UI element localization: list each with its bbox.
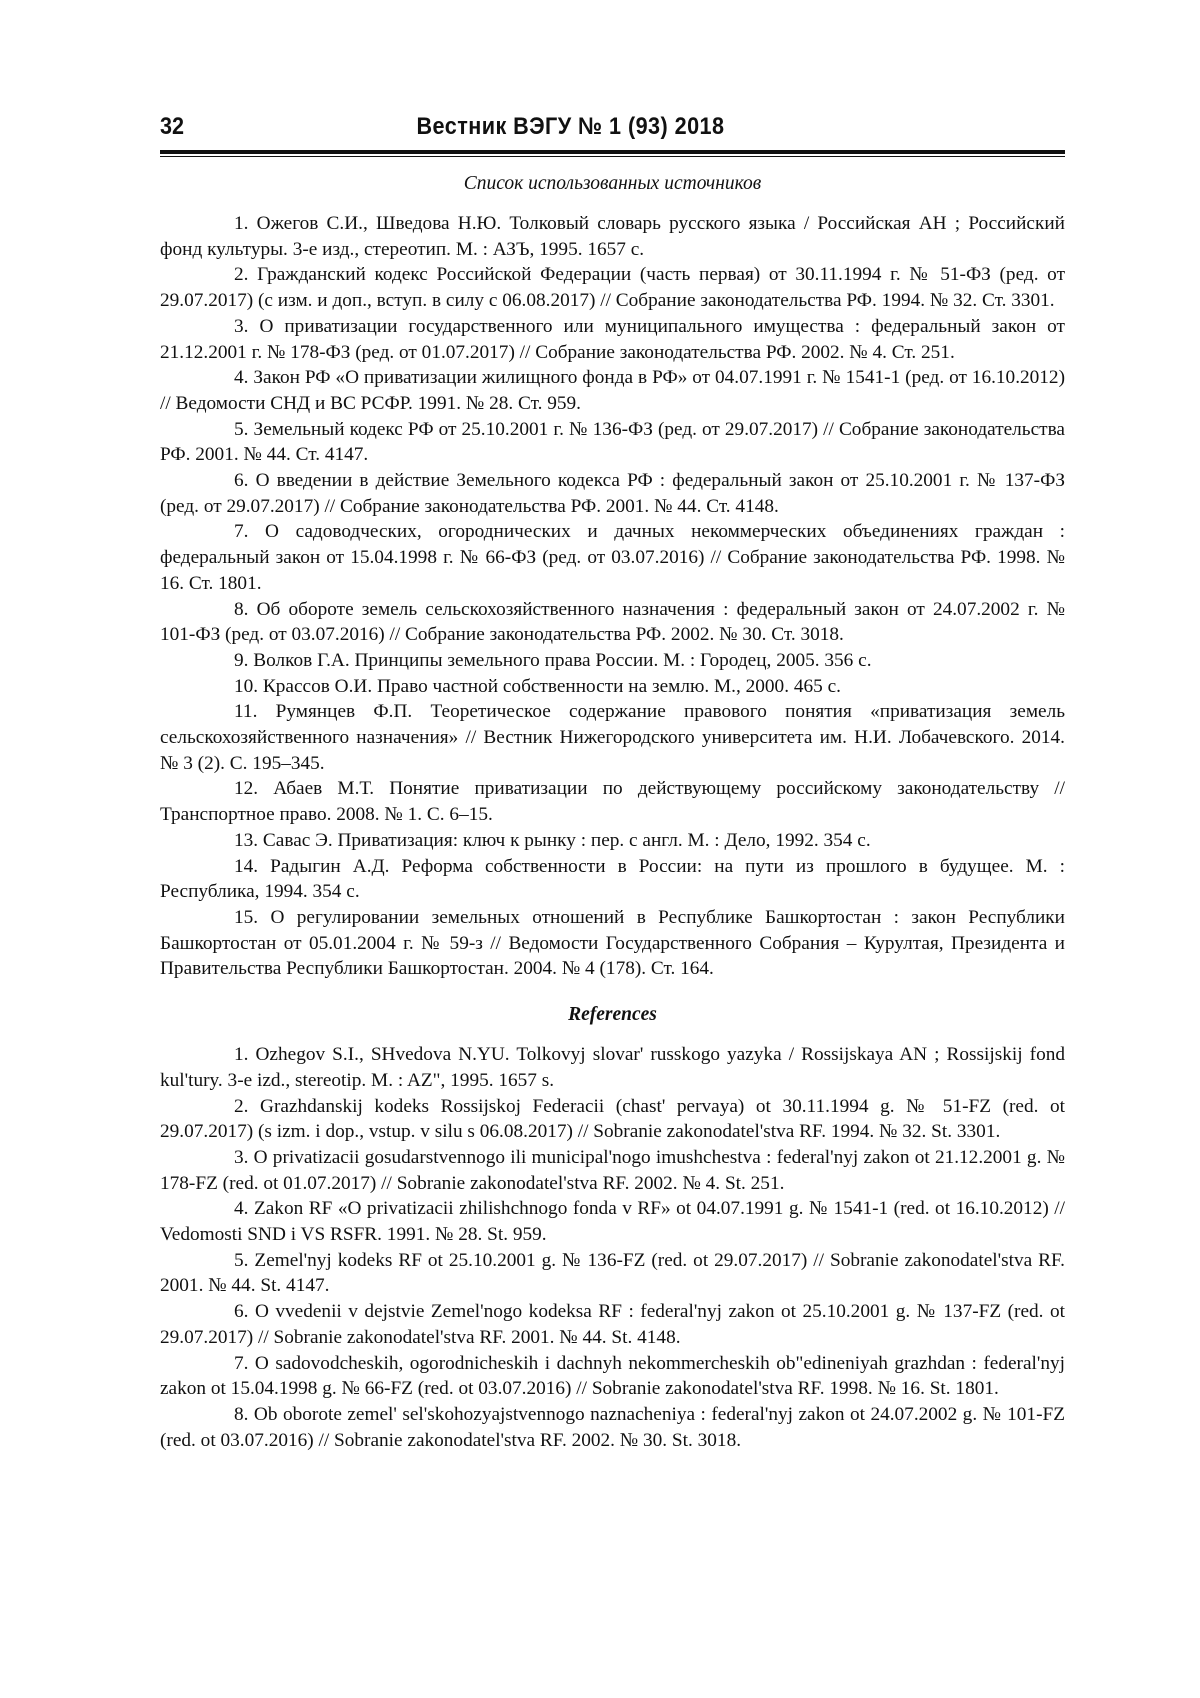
journal-title: Вестник ВЭГУ № 1 (93) 2018 [416,113,725,140]
sources-list [160,211,1065,982]
source-item: 6. О введении в действие Земельного кодекса РФ : федеральный закон от 25.10.2001 г. № 137-ФЗ (ред. от 29.07.2017) // Собрание законодательства РФ. 2001. № 44. Ст. 4148. [160,470,1065,517]
header-rule-thin [160,156,1065,157]
source-item: 14. Радыгин А.Д. Реформа собственности в России: на пути из прошлого в будущее. М. : Республика, 1994. 354 с. [160,855,1065,903]
document-page [160,110,1065,1453]
source-item: 1. Ожегов С.И., Шведова Н.Ю. Толковый словарь русского языка / Российская АН ; Российский фонд культуры. 3-е изд., стереотип. М. : АЗЪ, 1995. 1657 с. [160,213,1065,260]
source-item: 4. Закон РФ «О приватизации жилищного фонда в РФ» от 04.07.1991 г. № 1541-1 (ред. от 16.10.2012) // Ведомости СНД и ВС РСФР. 1991. № 28. Ст. 959. [160,367,1065,414]
source-item: 2. Гражданский кодекс Российской Федерации (часть первая) от 30.11.1994 г. № 51-ФЗ (ред. от 29.07.2017) (с изм. и доп., вступ. в силу с 06.08.2017) // Собрание законодательства РФ. 1994. № 32. Ст. 3301. [160,264,1065,312]
reference-item: 3. O privatizacii gosudarstvennogo ili municipal'nogo imushchestva : federal'nyj zakon ot 21.12.2001 g. № 178-FZ (red. ot 01.07.2017) // Sobranie zakonodatel'stva RF. 2002. № 4. St. 251. [160,1146,1065,1194]
reference-item: 6. O vvedenii v dejstvie Zemel'nogo kodeksa RF : federal'nyj zakon ot 25.10.2001 g. № 137-FZ (red. ot 29.07.2017) // Sobranie zakonodatel'stva RF. 2001. № 44. St. 4148. [160,1301,1065,1348]
reference-item: 8. Ob oborote zemel' sel'skohozyajstvennogo naznacheniya : federal'nyj zakon ot 24.07.2002 g. № 101-FZ (red. ot 03.07.2016) // Sobranie zakonodatel'stva RF. 2002. № 30. St. 3018. [160,1403,1065,1451]
source-item: 13. Савас Э. Приватизация: ключ к рынку : пер. с англ. М. : Дело, 1992. 354 с. [234,829,871,851]
source-item: 9. Волков Г.А. Принципы земельного права России. М. : Городец, 2005. 356 с. [234,649,872,671]
source-item: 10. Крассов О.И. Право частной собственности на землю. М., 2000. 465 с. [234,675,841,697]
source-item: 11. Румянцев Ф.П. Теоретическое содержание правового понятия «приватизация земель сельскохозяйственного назначения» // Вестник Нижегородского университета им. Н.И. Лобачевского. 2014. № 3 (2). С. 195–345. [160,701,1065,774]
reference-item: 2. Grazhdanskij kodeks Rossijskoj Federacii (chast' pervaya) ot 30.11.1994 g. № 51-FZ (red. ot 29.07.2017) (s izm. i dop., vstup. v silu s 06.08.2017) // Sobranie zakonodatel'stva RF. 1994. № 32. St. 3301. [160,1095,1065,1143]
reference-item: 7. O sadovodcheskih, ogorodnicheskih i dachnyh nekommercheskih ob"edineniyah grazhdan : federal'nyj zakon ot 15.04.1998 g. № 66-FZ (red. ot 03.07.2016) // Sobranie zakonodatel'stva RF. 1998. № 16. St. 1801. [160,1352,1065,1400]
references-heading: References [568,1004,657,1026]
header-rule-thick [160,150,1065,154]
source-item: 5. Земельный кодекс РФ от 25.10.2001 г. № 136-ФЗ (ред. от 29.07.2017) // Собрание законодательства РФ. 2001. № 44. Ст. 4147. [160,418,1065,466]
references-list [160,1042,1065,1453]
source-item: 15. О регулировании земельных отношений в Республике Башкортостан : закон Республики Башкортостан от 05.01.2004 г. № 59-з // Ведомости Государственного Собрания – Курултая, Президента и Правительства Республики Башкортостан. 2004. № 4 (178). Ст. 164. [160,906,1065,980]
source-item: 7. О садоводческих, огороднических и дачных некоммерческих объединениях граждан : федеральный закон от 15.04.1998 г. № 66-ФЗ (ред. от 03.07.2016) // Собрание законодательства РФ. 1998. № 16. Ст. 1801. [160,521,1065,594]
source-item: 3. О приватизации государственного или муниципального имущества : федеральный закон от 21.12.2001 г. № 178-ФЗ (ред. от 01.07.2017) // Собрание законодательства РФ. 2002. № 4. Ст. 251. [160,315,1065,363]
reference-item: 1. Ozhegov S.I., SHvedova N.YU. Tolkovyj slovar' russkogo yazyka / Rossijskaya AN ; Rossijskij fond kul'tury. 3-e izd., stereotip. M. : AZ", 1995. 1657 s. [160,1044,1065,1091]
page-number: 32 [160,113,185,140]
sources-heading: Список использованных источников [463,173,762,194]
reference-item: 5. Zemel'nyj kodeks RF ot 25.10.2001 g. № 136-FZ (red. ot 29.07.2017) // Sobranie zakonodatel'stva RF. 2001. № 44. St. 4147. [160,1249,1065,1297]
running-header [160,110,975,144]
reference-item: 4. Zakon RF «O privatizacii zhilishchnogo fonda v RF» ot 04.07.1991 g. № 1541-1 (red. ot 16.10.2012) // Vedomosti SND i VS RSFR. 1991. № 28. St. 959. [160,1198,1065,1246]
source-item: 8. Об обороте земель сельскохозяйственного назначения : федеральный закон от 24.07.2002 г. № 101-ФЗ (ред. от 03.07.2016) // Собрание законодательства РФ. 2002. № 30. Ст. 3018. [160,598,1065,646]
source-item: 12. Абаев М.Т. Понятие приватизации по действующему российскому законодательству // Транспортное право. 2008. № 1. С. 6–15. [160,778,1065,826]
